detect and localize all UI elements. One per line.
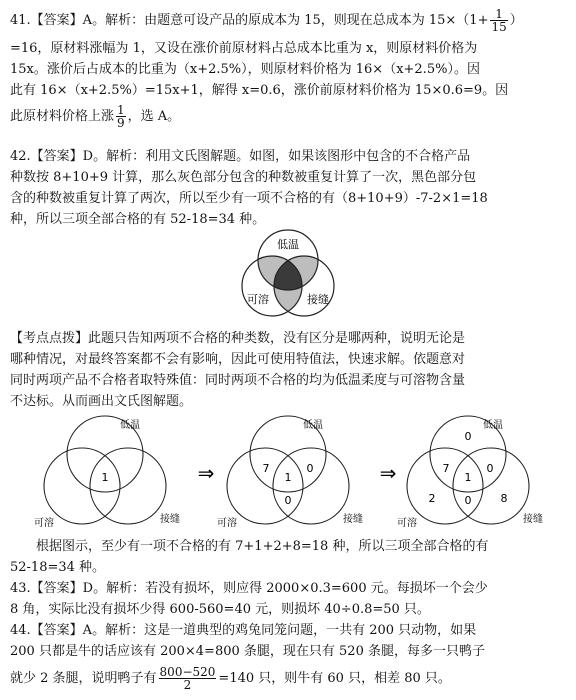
after-line1: 根据图示，至少有一项不合格的有 7+1+2+8=18 种，所以三项全部合格的有	[36, 539, 489, 554]
after-line2: 52-18=34 种。	[10, 560, 106, 575]
svg-text:7: 7	[262, 462, 270, 475]
q42-line3: 含的种数被重复计算了两次，所以至少有一项不合格的有（8+10+9）-7-2×1=18	[10, 191, 488, 206]
q41-line1: 41.【答案】A。解析：由题意可设产品的原成本为 15，则现在总成本为 15×（1+	[10, 13, 489, 28]
svg-text:1: 1	[464, 471, 472, 484]
q42-line1: 42.【答案】D。解析：利用文氏图解题。如图，如果该图形中包含的不合格产品	[10, 149, 471, 164]
tip-line2: 哪种情况，对最终答案都不会有影响，因此可使用特值法，快速求解。依题意对	[10, 352, 466, 367]
q41-line3: 15x。涨价后占成本的比重为（x+2.5%），则原材料价格为 16×（x+2.5%）。因	[10, 62, 480, 77]
svg-text:0: 0	[464, 430, 472, 443]
answer-41: 41.【答案】A。解析：由题意可设产品的原成本为 15，则现在总成本为 15×（1+ $\frac{1}{15}$ ） =16，原材料涨幅为 1，又设在涨价前原材料占总成本比重为 x，则原材料价格为 15x。涨价后占成本的比重为（x+2.5%），则原材料价格为 16×（x+2.5%）。因 此有 16×（x+2.5%）=15x+1，解得 x=0.6，涨价前原材料价格为 15×0.6=9。因 此原材料价格上涨 $\frac{1}{9}$ ，选 A。	[10, 4, 568, 133]
q44-line3: 就少 2 条腿，说明鸭子有	[10, 671, 157, 686]
svg-text:低温: 低温	[120, 420, 140, 431]
svg-text:2: 2	[428, 492, 436, 505]
svg-text:0: 0	[306, 462, 314, 475]
venn-step-1	[34, 416, 180, 529]
venn-diagram-shaded	[236, 228, 340, 324]
svg-text:低温: 低温	[303, 420, 323, 431]
arrow-1: ⇒	[197, 461, 215, 485]
svg-text:0: 0	[284, 494, 292, 507]
label-soluble: 可溶	[247, 293, 269, 306]
svg-text:8: 8	[500, 492, 508, 505]
q41-line5: 此原材料价格上涨	[10, 109, 115, 124]
venn-conclusion	[10, 536, 568, 578]
fraction-1-9: $\frac{1}{9}$	[117, 103, 125, 130]
answer-44: 44.【答案】A。解析：这是一道典型的鸡兔同笼问题，一共有 200 只动物，如果 200 只都是牛的话应该有 200×4=800 条腿，现在只有 520 条腿，每多一只鸭子 就少 2 条腿，说明鸭子有 $\frac{800-520}{2}$ =140 只，则牛有 60 只，相差 80 只。	[10, 620, 568, 696]
q41-line4: 此有 16×（x+2.5%）=15x+1，解得 x=0.6，涨价前原材料价格为 15×0.6=9。因	[10, 83, 509, 98]
label-seam: 接缝	[307, 293, 329, 306]
fraction-ducks: $\frac{800-520}{2}$	[159, 665, 216, 692]
q43-line2: 8 角，实际比没有损坏少得 600-560=40 元，则损坏 40÷0.8=50 只。	[10, 602, 430, 617]
venn-steps-row	[10, 414, 566, 530]
svg-text:7: 7	[442, 462, 450, 475]
q42-line4: 种，所以三项全部合格的有 52-18=34 种。	[10, 212, 266, 227]
svg-text:可溶: 可溶	[217, 518, 237, 529]
q41-line2: =16，原材料涨幅为 1，又设在涨价前原材料占总成本比重为 x，则原材料价格为	[10, 41, 478, 56]
svg-text:0: 0	[486, 462, 494, 475]
svg-text:1: 1	[284, 471, 292, 484]
svg-text:可溶: 可溶	[34, 518, 54, 529]
tip-line1: 【考点点拨】此题只告知两项不合格的种类数，没有区分是哪两种，说明无论是	[10, 331, 466, 346]
tip-line3: 同时两项产品不合格者取特殊值：同时两项不合格的均为低温柔度与可溶物含量	[10, 373, 466, 388]
answer-42	[10, 146, 568, 230]
tip-section	[10, 328, 568, 412]
answer-43	[10, 578, 568, 620]
venn-step-3	[397, 416, 543, 529]
q44-line2: 200 只都是牛的话应该有 200×4=800 条腿，现在只有 520 条腿，每多一只鸭子	[10, 644, 485, 659]
svg-text:接缝: 接缝	[343, 514, 363, 525]
q44-line1: 44.【答案】A。解析：这是一道典型的鸡兔同笼问题，一共有 200 只动物，如果	[10, 623, 477, 638]
svg-text:接缝: 接缝	[160, 514, 180, 525]
q42-line2: 种数按 8+10+9 计算，那么灰色部分包含的种数被重复计算了一次，黑色部分包	[10, 170, 477, 185]
label-low-temp: 低温	[277, 238, 299, 251]
svg-text:低温: 低温	[483, 420, 503, 431]
svg-text:1: 1	[101, 471, 109, 484]
fraction-1-15: $\frac{1}{15}$	[491, 7, 507, 34]
tip-line4: 不达标。从而画出文氏图解题。	[10, 394, 193, 409]
svg-text:可溶: 可溶	[397, 518, 417, 529]
svg-text:接缝: 接缝	[523, 514, 543, 525]
svg-text:0: 0	[464, 494, 472, 507]
venn-step-2	[217, 416, 363, 529]
arrow-2: ⇒	[379, 461, 397, 485]
q43-line1: 43.【答案】D。解析：若没有损坏，则应得 2000×0.3=600 元。每损坏一个会少	[10, 581, 488, 596]
